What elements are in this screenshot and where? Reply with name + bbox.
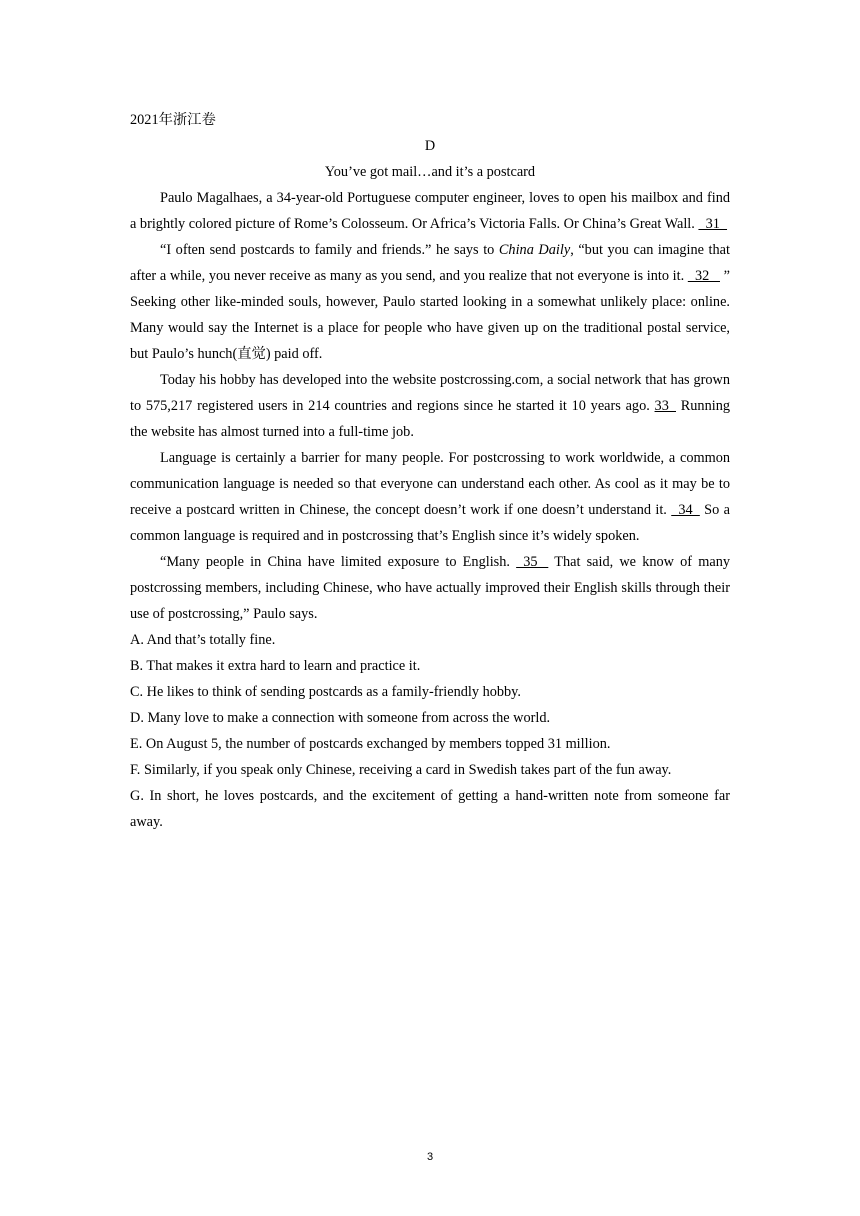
blank-31: 31 xyxy=(698,216,728,232)
source-name: China Daily xyxy=(498,242,571,258)
paragraph-3-text-b: Running the website has almost turned into a full-time job. xyxy=(130,398,730,440)
blank-32: 32 xyxy=(687,268,720,284)
section-letter: D xyxy=(424,138,436,154)
paragraph-2 xyxy=(130,237,730,367)
paragraph-3 xyxy=(130,367,730,445)
paragraph-4 xyxy=(130,445,730,549)
paragraph-2-text-b: , “but you can imagine that after a while, you never receive as many as you send, and you realize that not everyone is into it. xyxy=(130,242,730,284)
option-d: D. Many love to make a connection with someone from across the world. xyxy=(130,710,551,726)
option-e: E. On August 5, the number of postcards exchanged by members topped 31 million. xyxy=(130,736,611,752)
paragraph-3-text-a: Today his hobby has developed into the website postcrossing.com, a social network that has grown to 575,217 registered users in 214 countries and regions since he started it 10 years ago. xyxy=(130,372,730,414)
option-c: C. He likes to think of sending postcards as a family-friendly hobby. xyxy=(130,684,521,700)
blank-34: 34 xyxy=(671,502,700,518)
paragraph-5-text-a: “Many people in China have limited exposure to English. xyxy=(160,554,517,570)
paragraph-1 xyxy=(130,185,730,237)
paragraph-2-text-c: ” Seeking other like-minded souls, however, Paulo started looking in a somewhat unlikely place: online. Many would say the Internet is a place for people who have given up on the traditional postal service, but Paulo’s hunch(直觉) paid off. xyxy=(130,268,730,362)
option-a: A. And that’s totally fine. xyxy=(130,632,276,648)
document-body xyxy=(130,107,730,835)
option-b: B. That makes it extra hard to learn and practice it. xyxy=(130,658,421,674)
paragraph-5 xyxy=(130,549,730,627)
exam-header: 2021年浙江卷 xyxy=(130,112,216,128)
paragraph-2-text-a: “I often send postcards to family and friends.” he says to xyxy=(160,242,499,258)
option-g: G. In short, he loves postcards, and the excitement of getting a hand-written note from someone far away. xyxy=(130,788,730,830)
blank-35: 35 xyxy=(516,554,549,570)
paragraph-1-text: Paulo Magalhaes, a 34-year-old Portuguese computer engineer, loves to open his mailbox and find a brightly colored picture of Rome’s Colosseum. Or Africa’s Victoria Falls. Or China’s Great Wall. xyxy=(130,190,730,232)
paragraph-5-text-b: That said, we know of many postcrossing members, including Chinese, who have actually improved their English skills through their use of postcrossing,” Paulo says. xyxy=(130,554,730,622)
blank-33: 33 xyxy=(654,398,676,414)
paragraph-4-text-b: So a common language is required and in postcrossing that’s English since it’s widely spoken. xyxy=(130,502,730,544)
option-f: F. Similarly, if you speak only Chinese, receiving a card in Swedish takes part of the fun away. xyxy=(130,762,672,778)
paragraph-4-text-a: Language is certainly a barrier for many people. For postcrossing to work worldwide, a common communication language is needed so that everyone can understand each other. As cool as it may be to receive a postcard written in Chinese, the concept doesn’t work if one doesn’t understand it. xyxy=(130,450,730,518)
page-number: 3 xyxy=(426,1151,434,1163)
passage-title: You’ve got mail…and it’s a postcard xyxy=(324,164,536,180)
